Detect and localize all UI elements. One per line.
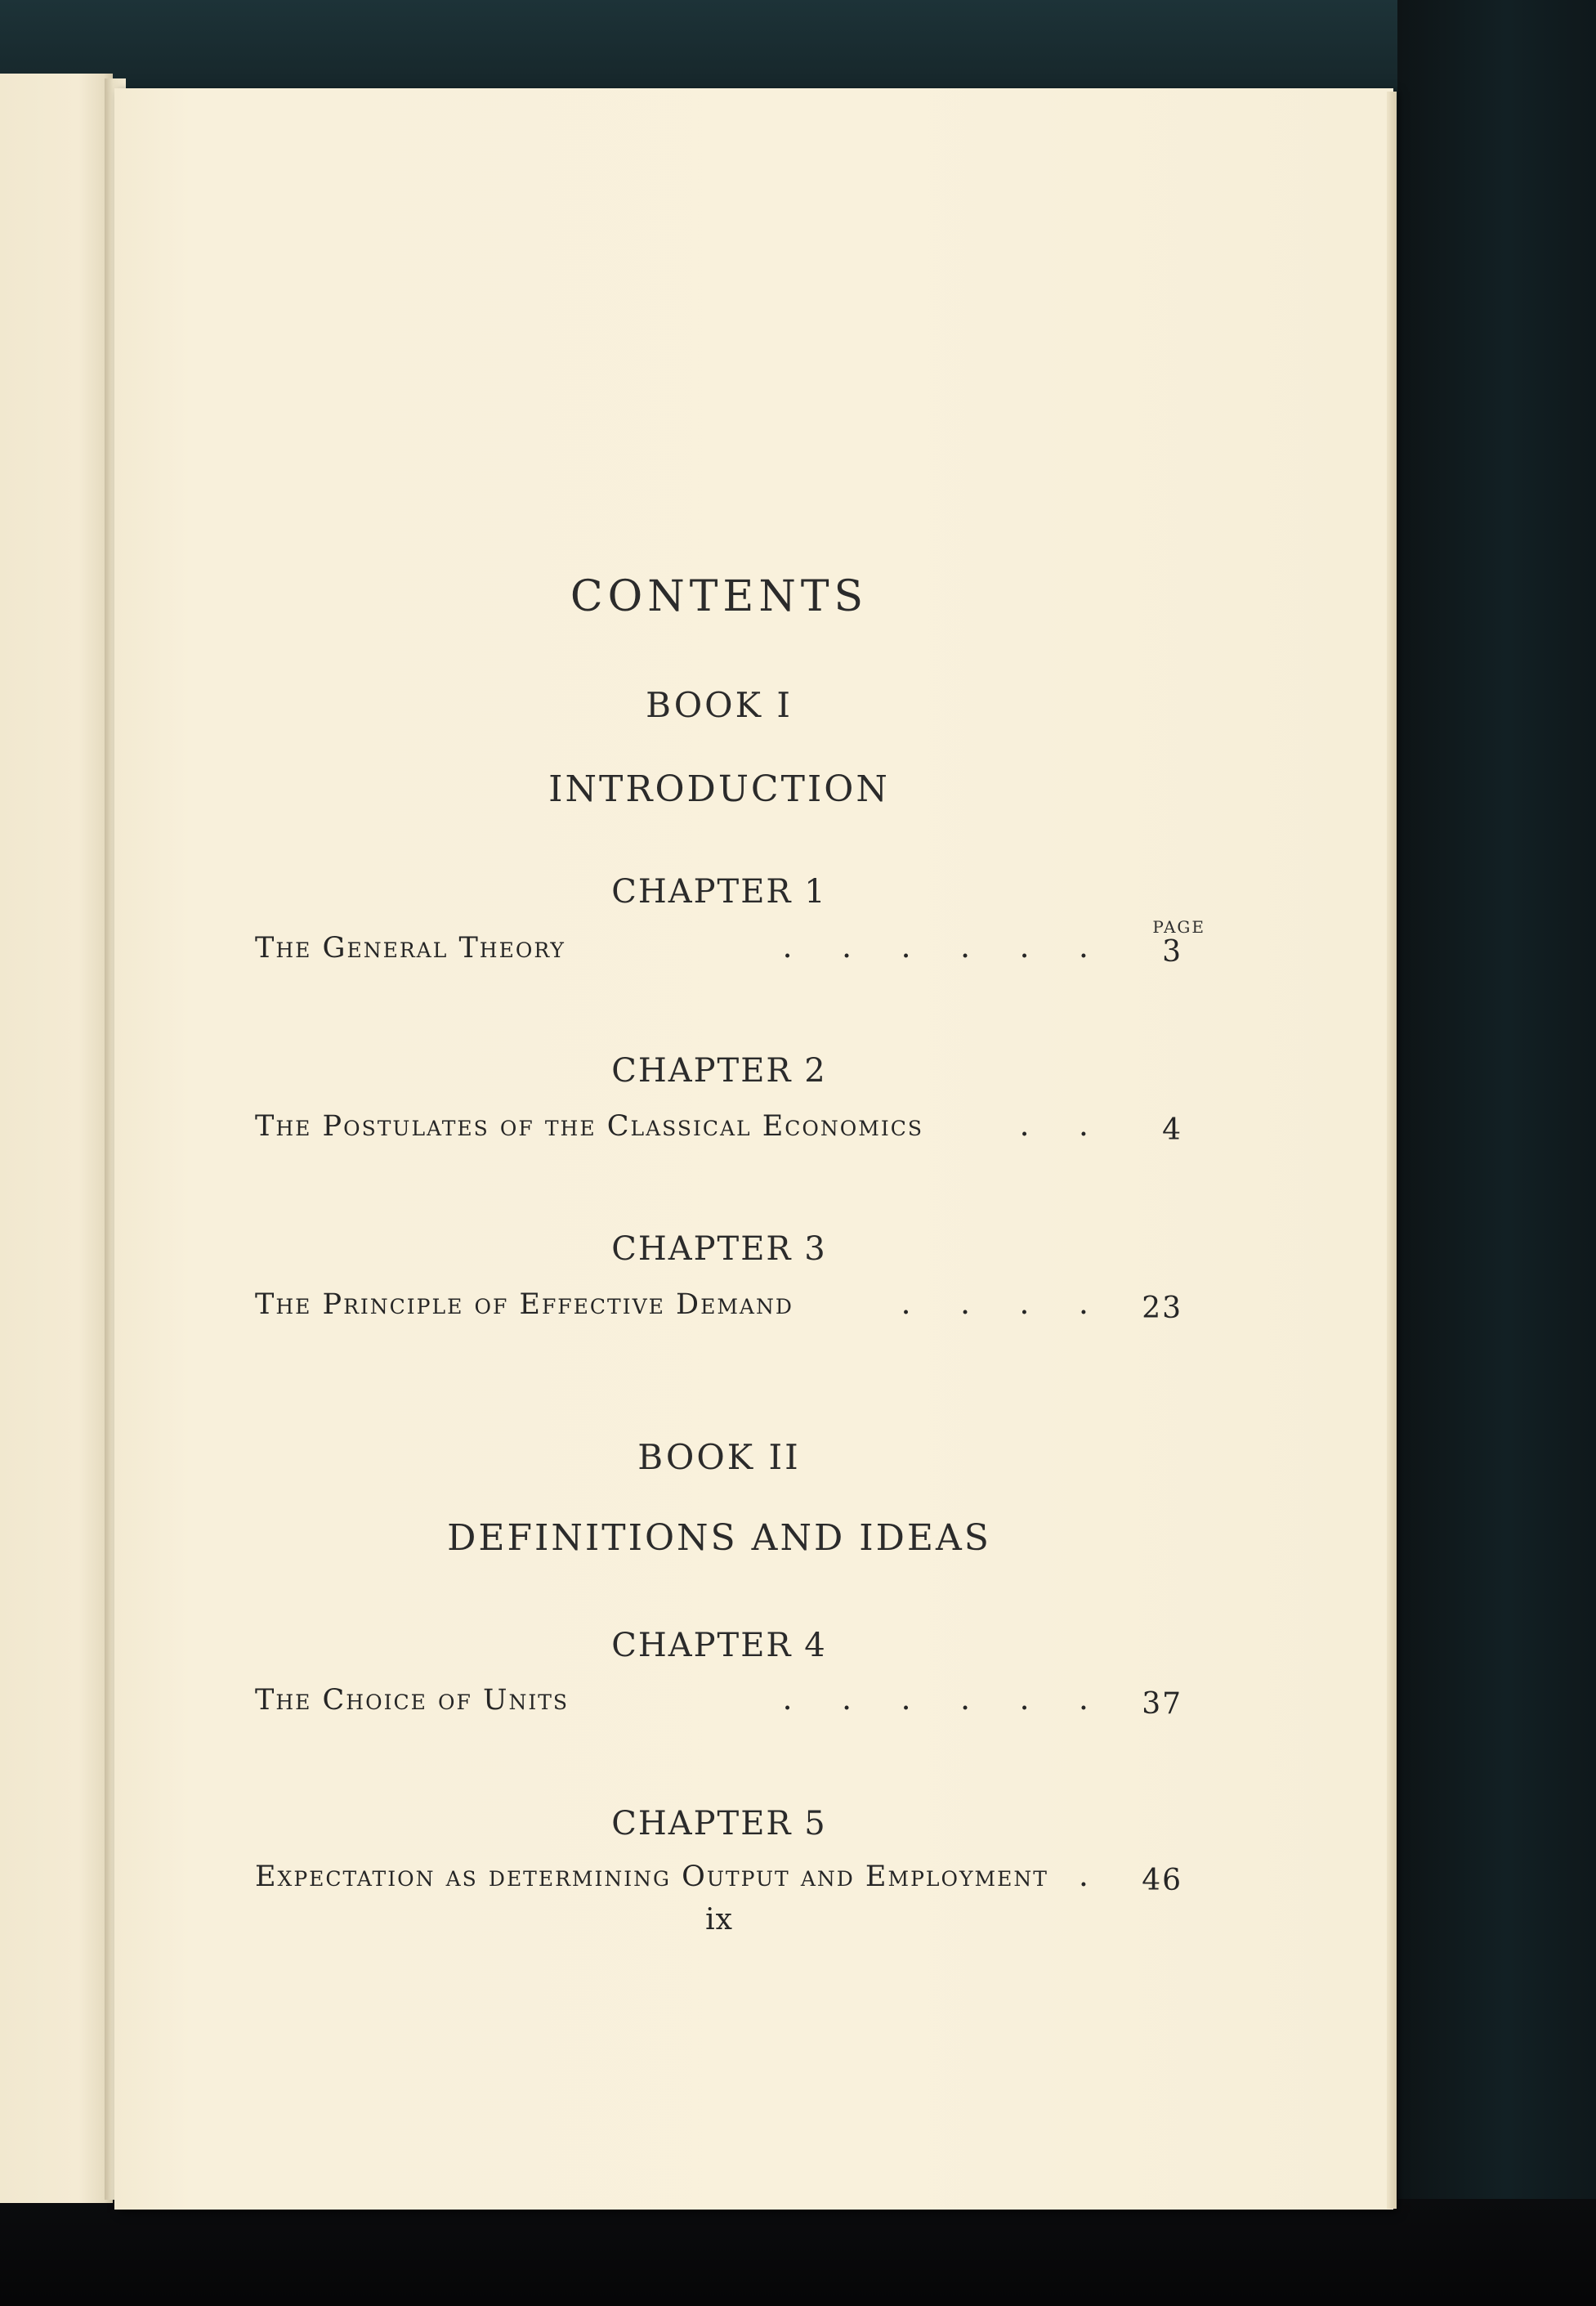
toc-entry-chapter-3[interactable] xyxy=(255,1285,1182,1337)
toc-leader-dots: . . . . . . xyxy=(782,929,1089,965)
page-edge xyxy=(1387,92,1397,2209)
book-2-title: DEFINITIONS AND IDEAS xyxy=(447,1517,991,1559)
toc-entry-page: 23 xyxy=(1142,1292,1182,1325)
toc-entry-page: 4 xyxy=(1162,1113,1182,1147)
contents-heading: CONTENTS xyxy=(570,572,869,621)
book-1-title: INTRODUCTION xyxy=(548,768,890,810)
toc-leader-dots: . . . . . . xyxy=(782,1681,1089,1717)
book-cover-right-edge xyxy=(1397,0,1596,2306)
toc-leader-dots: . . xyxy=(1019,1107,1089,1143)
toc-entry-page: 46 xyxy=(1142,1864,1182,1897)
page-folio: ix xyxy=(705,1903,733,1937)
toc-entry-title: The Principle of Effective Demand xyxy=(255,1288,794,1321)
facing-page xyxy=(0,74,113,2203)
toc-entry-page: 37 xyxy=(1142,1687,1182,1721)
book-cover-bottom-edge xyxy=(0,2199,1596,2306)
toc-entry-chapter-5[interactable] xyxy=(255,1857,1182,1910)
chapter-5-label: CHAPTER 5 xyxy=(611,1805,827,1843)
book-2-label: BOOK II xyxy=(637,1437,801,1477)
chapter-1-label: CHAPTER 1 xyxy=(611,873,827,911)
chapter-3-label: CHAPTER 3 xyxy=(611,1230,827,1268)
toc-entry-chapter-2[interactable] xyxy=(255,1107,1182,1159)
toc-leader-dots: . . . . xyxy=(901,1285,1089,1321)
book-1-label: BOOK I xyxy=(646,685,793,725)
toc-leader-dots: . xyxy=(1078,1857,1089,1893)
chapter-2-label: CHAPTER 2 xyxy=(611,1052,827,1090)
toc-entry-page: 3 xyxy=(1162,935,1182,969)
toc-entry-chapter-1[interactable] xyxy=(255,929,1182,981)
page-column-label: PAGE xyxy=(1152,917,1205,937)
chapter-4-label: CHAPTER 4 xyxy=(611,1627,827,1664)
toc-entry-title: The Postulates of the Classical Economics xyxy=(255,1110,924,1143)
toc-entry-title: Expectation as determining Output and Employment xyxy=(255,1860,1048,1893)
toc-entry-title: The General Theory xyxy=(255,932,566,965)
toc-entry-chapter-4[interactable] xyxy=(255,1681,1182,1733)
toc-entry-title: The Choice of Units xyxy=(255,1684,569,1717)
